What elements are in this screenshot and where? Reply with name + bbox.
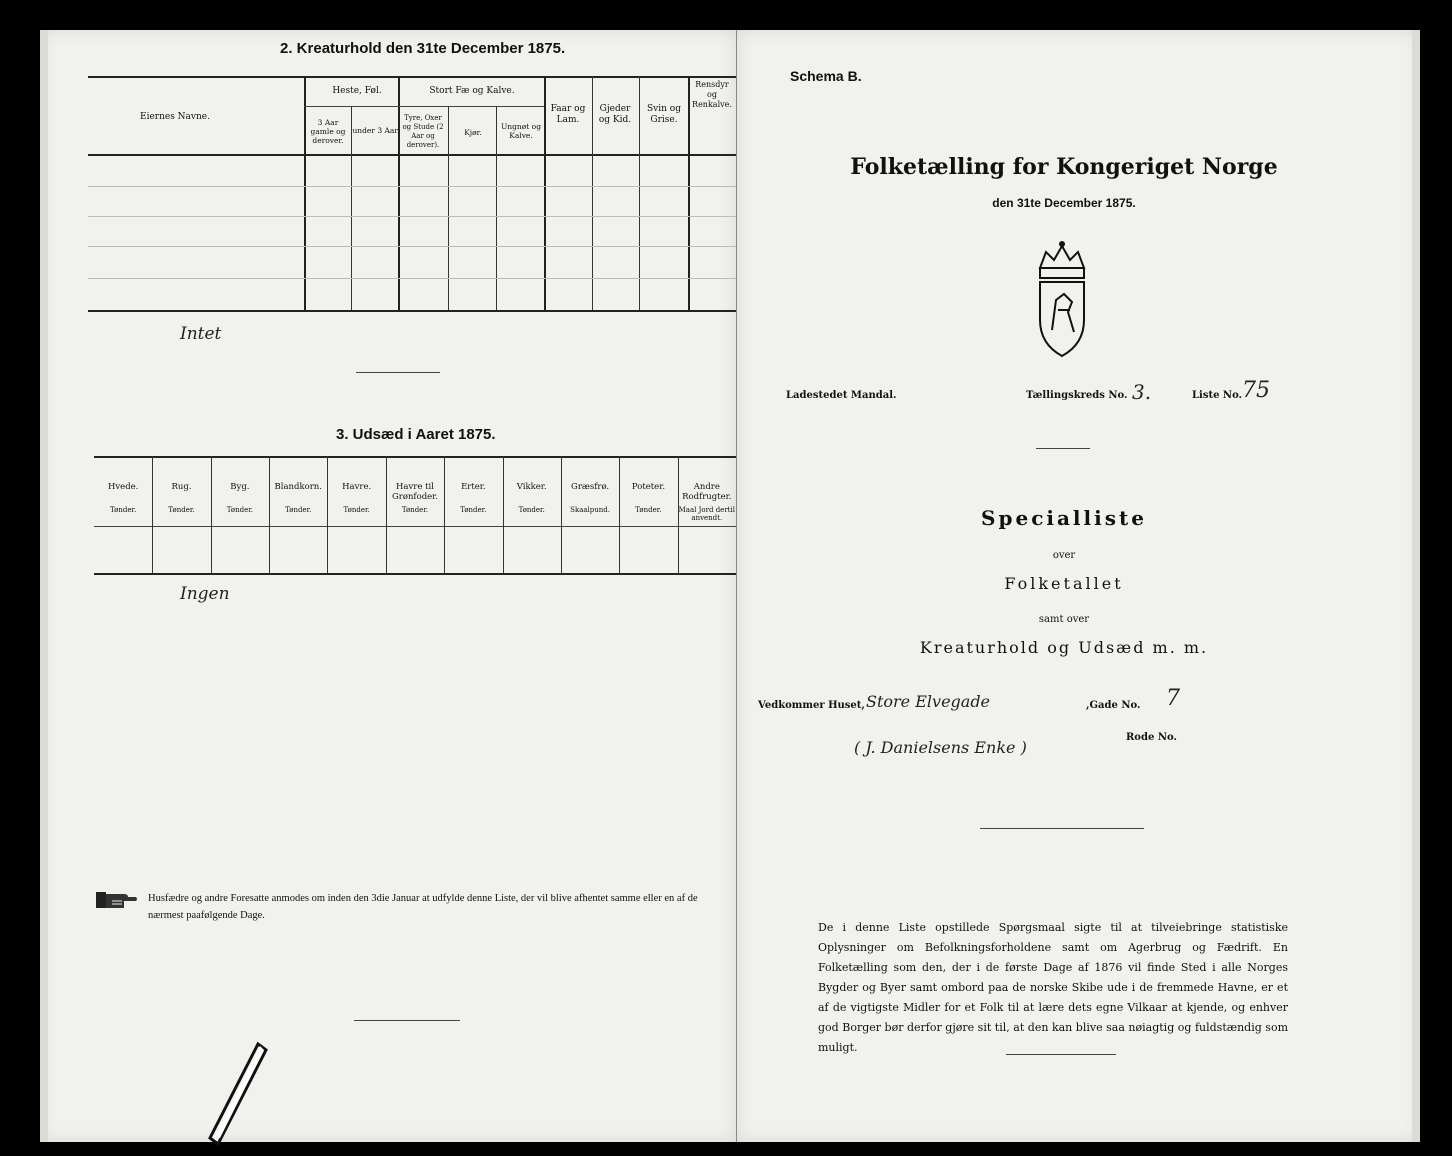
udsaed-column-label: Havre. bbox=[342, 482, 372, 492]
over-label: over bbox=[1052, 550, 1076, 561]
cows-header: Kjør. bbox=[464, 128, 482, 137]
owner-handwritten: ( J. Danielsens Enke ) bbox=[854, 738, 1027, 757]
census-date: den 31te December 1875. bbox=[992, 196, 1136, 210]
udsaed-column-unit: Skaalpund. bbox=[570, 506, 610, 514]
table-header-rule bbox=[94, 526, 736, 527]
column-divider bbox=[678, 456, 679, 573]
udsaed-column-unit: Tønder. bbox=[401, 506, 429, 514]
row-rule bbox=[88, 216, 736, 217]
section-2-title: 2. Kreaturhold den 31te December 1875. bbox=[280, 40, 566, 57]
udsaed-column-label: Byg. bbox=[230, 482, 250, 492]
udsaed-column-unit: Maal Jord dertil anvendt. bbox=[678, 506, 735, 522]
column-divider bbox=[398, 76, 400, 310]
goats-header: Gjeder og Kid. bbox=[598, 104, 632, 125]
separator-rule bbox=[980, 828, 1144, 829]
handwritten-intet: Intet bbox=[180, 324, 222, 344]
group-rule bbox=[398, 106, 544, 107]
horse-under3-header: under 3 Aar. bbox=[352, 126, 400, 135]
gade-value: 7 bbox=[1166, 686, 1180, 711]
column-divider bbox=[444, 456, 445, 573]
footer-paragraph: De i denne Liste opstillede Spørgsmaal sigte til at tilveiebringe statistiske Oplysninger om Befolkningsforholdene samt om Agerbrug og Fædrift. En Folketælling som den, der i de første Dage af 1876 vil finde Sted i alle Norges Bygder og Byer samt ombord paa de norske Skibe ude i de fremmede Havne, er et af de vigtigste Midler for et Folk til at lære dets egne Vilkaar at kjende, og enhver god Borger bør derfor gjøre sit til, at den kan blive saa nøiagtig og fuldstændig som muligt. bbox=[818, 921, 1288, 1054]
horse-group-header: Heste, Føl. bbox=[332, 86, 382, 96]
column-divider bbox=[688, 76, 690, 310]
column-divider bbox=[327, 456, 328, 573]
census-title: Folketælling for Kongeriget Norge bbox=[850, 154, 1278, 180]
udsaed-column-label: Blandkorn. bbox=[274, 482, 322, 492]
reindeer-header: Rensdyr og Renkalve. bbox=[692, 80, 732, 109]
table-bottom-rule bbox=[88, 310, 736, 312]
udsaed-column-label: Rug. bbox=[171, 482, 192, 492]
column-divider bbox=[619, 456, 620, 573]
column-divider bbox=[351, 106, 352, 310]
pigs-header: Svin og Grise. bbox=[647, 104, 681, 125]
huset-value: Store Elvegade bbox=[866, 692, 991, 711]
column-divider bbox=[496, 106, 497, 310]
page-edge bbox=[1412, 30, 1420, 1142]
udsaed-column-label: Græsfrø. bbox=[571, 482, 610, 492]
samt-over-label: samt over bbox=[1038, 614, 1090, 625]
folketallet-title: Folketallet bbox=[1004, 574, 1124, 593]
separator-rule bbox=[1036, 448, 1090, 449]
calves-header: Ungnøt og Kalve. bbox=[500, 122, 541, 140]
separator-rule bbox=[356, 372, 440, 373]
schema-label: Schema B. bbox=[790, 68, 862, 84]
cattle-group-header: Stort Fæ og Kalve. bbox=[429, 86, 515, 96]
udsaed-column-unit: Tønder. bbox=[285, 506, 312, 514]
column-divider bbox=[269, 456, 270, 573]
kreds-value: 3. bbox=[1132, 380, 1152, 404]
separator-rule bbox=[354, 1020, 460, 1021]
norway-coat-of-arms-icon bbox=[1032, 240, 1092, 364]
kreaturhold-title: Kreaturhold og Udsæd m. m. bbox=[919, 638, 1209, 657]
column-divider bbox=[152, 456, 153, 573]
column-divider bbox=[386, 456, 387, 573]
column-divider bbox=[503, 456, 504, 573]
sheep-header: Faar og Lam. bbox=[550, 104, 586, 125]
row-rule bbox=[88, 246, 736, 247]
kreds-label: Tællingskreds No. bbox=[1026, 390, 1128, 401]
udsaed-column-label: Hvede. bbox=[107, 482, 139, 492]
section-3-title: 3. Udsæd i Aaret 1875. bbox=[336, 426, 496, 443]
udsaed-column-label: Havre til Grønfoder. bbox=[391, 482, 438, 502]
separator-rule bbox=[1006, 1054, 1116, 1055]
column-divider bbox=[211, 456, 212, 573]
udsaed-column-label: Poteter. bbox=[631, 482, 666, 492]
notice-text: Husfædre og andre Foresatte anmodes om inden den 3die Januar at udfylde denne Liste, der vil blive afhentet samme eller en af de nærmest paafølgende Dage. bbox=[148, 893, 698, 921]
column-divider bbox=[561, 456, 562, 573]
table-bottom-rule bbox=[94, 573, 736, 575]
row-rule bbox=[88, 186, 736, 187]
udsaed-column-unit: Tønder. bbox=[226, 506, 254, 514]
pointing-hand-icon bbox=[94, 888, 138, 912]
gade-label: ,Gade No. bbox=[1086, 700, 1141, 711]
row-rule bbox=[88, 278, 736, 279]
udsaed-column-label: Vikker. bbox=[516, 482, 547, 492]
udsaed-column-unit: Tønder. bbox=[518, 506, 545, 514]
udsaed-column-label: Erter. bbox=[461, 482, 486, 492]
table-top-rule bbox=[94, 456, 736, 458]
column-divider bbox=[304, 76, 306, 310]
bulls-header: Tyre, Oxer og Stude (2 Aar og derover). bbox=[402, 114, 444, 149]
udsaed-column-unit: Tønder. bbox=[110, 506, 137, 514]
udsaed-column-label: Andre Rodfrugter. bbox=[682, 482, 732, 502]
right-page bbox=[736, 30, 1420, 1142]
column-divider bbox=[448, 106, 449, 310]
pen-icon bbox=[200, 1040, 280, 1152]
ladestedet-label: Ladestedet Mandal. bbox=[786, 390, 897, 401]
specialliste-title: Specialliste bbox=[981, 506, 1147, 530]
liste-value: 75 bbox=[1242, 378, 1270, 403]
rode-label: Rode No. bbox=[1126, 732, 1177, 743]
udsaed-column-unit: Tønder. bbox=[343, 506, 370, 514]
udsaed-column-unit: Tønder. bbox=[635, 506, 662, 514]
horse-3yr-header: 3 Aar gamle og derover. bbox=[310, 118, 346, 145]
handwritten-ingen: Ingen bbox=[180, 584, 230, 604]
udsaed-column-unit: Tønder. bbox=[460, 506, 487, 514]
udsaed-column-unit: Tønder. bbox=[168, 506, 195, 514]
liste-label: Liste No. bbox=[1192, 390, 1243, 401]
huset-label: Vedkommer Huset, bbox=[758, 700, 865, 711]
page-edge bbox=[40, 30, 48, 1142]
left-page bbox=[40, 30, 736, 1142]
owner-column-header: Eiernes Navne. bbox=[140, 112, 210, 122]
